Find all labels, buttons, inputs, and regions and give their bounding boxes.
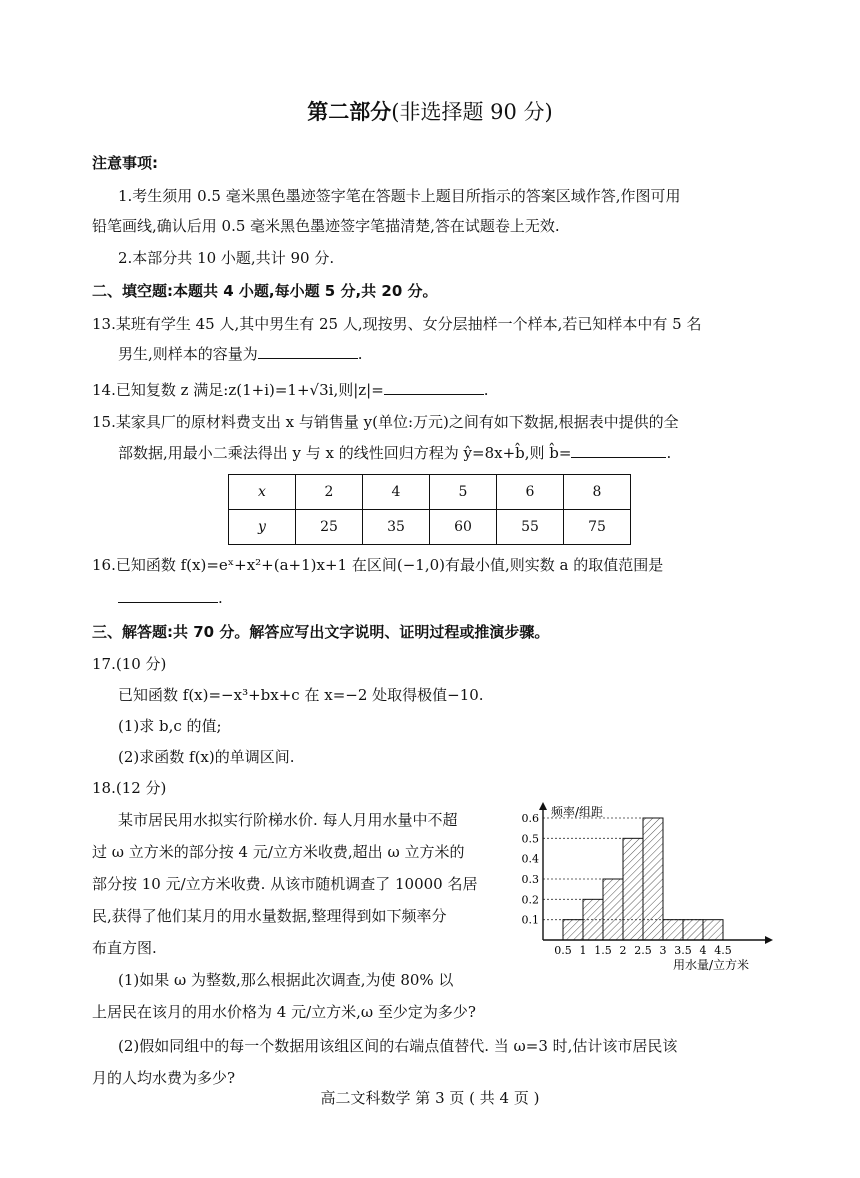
- x-tick-label: 4: [699, 944, 707, 957]
- table-cell: 2: [296, 475, 363, 510]
- table-cell: 35: [363, 510, 430, 545]
- table-cell: y: [229, 510, 296, 545]
- section3-heading: 三、解答题:共 70 分。解答应写出文字说明、证明过程或推演步骤。: [92, 623, 550, 641]
- q13-answer-blank[interactable]: [258, 344, 358, 359]
- q13-text: 男生,则样本的容量为: [118, 345, 258, 363]
- title-rest: (非选择题 90 分): [391, 100, 553, 124]
- histogram-bar: [583, 899, 603, 940]
- x-axis-arrow-icon: [765, 936, 773, 944]
- notice-item1-line2: 铅笔画线,确认后用 0.5 毫米黑色墨迹签字笔描清楚,答在试题卷上无效.: [92, 217, 560, 235]
- histogram-bar: [703, 920, 723, 940]
- table-cell: x: [229, 475, 296, 510]
- q17-stem: 已知函数 f(x)=−x³+bx+c 在 x=−2 处取得极值−10.: [118, 686, 484, 704]
- table-cell: 55: [497, 510, 564, 545]
- q18-part1-line2: 上居民在该月的用水价格为 4 元/立方米,ω 至少定为多少?: [92, 1003, 476, 1021]
- y-tick-label: 0.1: [521, 913, 539, 927]
- x-tick-label: 2: [619, 944, 627, 957]
- q14-line: [92, 380, 489, 400]
- x-tick-label: 2.5: [634, 944, 652, 957]
- q18-text-line5: 布直方图.: [92, 939, 157, 957]
- q14-answer-blank[interactable]: [384, 380, 484, 395]
- page-title: [0, 96, 860, 126]
- q18-text-line2: 过 ω 立方米的部分按 4 元/立方米收费,超出 ω 立方米的: [92, 843, 465, 861]
- y-tick-label: 0.6: [521, 812, 539, 825]
- y-tick-label: 0.3: [521, 873, 539, 886]
- frequency-histogram: [515, 800, 775, 978]
- table-row-y: [229, 510, 631, 545]
- histogram-bar: [563, 920, 583, 940]
- table-cell: 5: [430, 475, 497, 510]
- x-tick-label: 1.5: [594, 944, 612, 957]
- q15-line2: [118, 443, 671, 463]
- q18-text-line1: 某市居民用水拟实行阶梯水价. 每人月用水量中不超: [118, 811, 458, 829]
- x-axis-label: 用水量/立方米: [673, 958, 750, 972]
- q15-line1: 15.某家具厂的原材料费支出 x 与销售量 y(单位:万元)之间有如下数据,根据表中提供的全: [92, 413, 679, 431]
- x-tick-label: 1: [579, 944, 587, 957]
- y-tick-label: 0.5: [521, 832, 539, 846]
- table-row-x: [229, 475, 631, 510]
- q16-line2: [118, 588, 223, 608]
- y-axis-label: 频率/组距: [551, 805, 604, 819]
- y-tick-label: 0.4: [521, 852, 539, 866]
- q15-data-table: [228, 474, 631, 545]
- q14-period: .: [483, 381, 489, 399]
- y-tick-label: 0.2: [521, 893, 539, 907]
- table-cell: 8: [564, 475, 631, 510]
- q17-part1: (1)求 b,c 的值;: [118, 717, 222, 735]
- histogram-bar: [623, 838, 643, 940]
- notice-item2: 2.本部分共 10 小题,共计 90 分.: [118, 249, 335, 267]
- q18-part2-line2: 月的人均水费为多少?: [92, 1069, 236, 1087]
- notice-item1-line1: 1.考生须用 0.5 毫米黑色墨迹签字笔在答题卡上题目所指示的答案区域作答,作图可用: [118, 187, 681, 205]
- q15-period: .: [666, 444, 672, 462]
- q14-text: 14.已知复数 z 满足:z(1+i)=1+√3i,则|z|=: [92, 381, 384, 399]
- histogram-bar: [643, 818, 663, 940]
- q15-text: 部数据,用最小二乘法得出 y 与 x 的线性回归方程为 ŷ=8x+b̂,则 b̂=: [118, 444, 572, 462]
- q18-part1-line1: (1)如果 ω 为整数,那么根据此次调查,为使 80% 以: [118, 971, 454, 989]
- q18-part2-line1: (2)假如同组中的每一个数据用该组区间的右端点值替代. 当 ω=3 时,估计该市居民该: [118, 1037, 678, 1055]
- histogram-bar: [683, 920, 703, 940]
- x-tick-label: 0.5: [554, 944, 572, 957]
- x-tick-label: 3: [659, 944, 667, 957]
- q16-answer-blank[interactable]: [118, 588, 218, 603]
- page-footer: 高二文科数学 第 3 页 ( 共 4 页 ): [320, 1089, 540, 1107]
- q13-period: .: [357, 345, 363, 363]
- table-cell: 75: [564, 510, 631, 545]
- q18-number: 18.(12 分): [92, 779, 167, 797]
- table-cell: 4: [363, 475, 430, 510]
- table-cell: 6: [497, 475, 564, 510]
- q13-line1: 13.某班有学生 45 人,其中男生有 25 人,现按男、女分层抽样一个样本,若已知样本中有 5 名: [92, 315, 702, 333]
- table-cell: 60: [430, 510, 497, 545]
- q16-period: .: [218, 589, 223, 607]
- notice-label: 注意事项:: [92, 154, 158, 172]
- section2-heading: 二、填空题:本题共 4 小题,每小题 5 分,共 20 分。: [92, 282, 438, 300]
- y-axis-arrow-icon: [539, 802, 547, 810]
- x-tick-label: 4.5: [714, 944, 732, 957]
- q18-text-line3: 部分按 10 元/立方米收费. 从该市随机调查了 10000 名居: [92, 875, 478, 893]
- q18-text-line4: 民,获得了他们某月的用水量数据,整理得到如下频率分: [92, 907, 447, 925]
- title-bold: 第二部分: [307, 100, 392, 124]
- histogram-bar: [603, 879, 623, 940]
- table-cell: 25: [296, 510, 363, 545]
- q15-answer-blank[interactable]: [571, 443, 666, 458]
- x-tick-label: 3.5: [674, 944, 692, 957]
- histogram-bar: [663, 920, 683, 940]
- q16-line1: 16.已知函数 f(x)=eˣ+x²+(a+1)x+1 在区间(−1,0)有最小值,则实数 a 的取值范围是: [92, 556, 664, 574]
- q17-part2: (2)求函数 f(x)的单调区间.: [118, 748, 295, 766]
- q17-number: 17.(10 分): [92, 655, 167, 673]
- q13-line2: [118, 344, 363, 364]
